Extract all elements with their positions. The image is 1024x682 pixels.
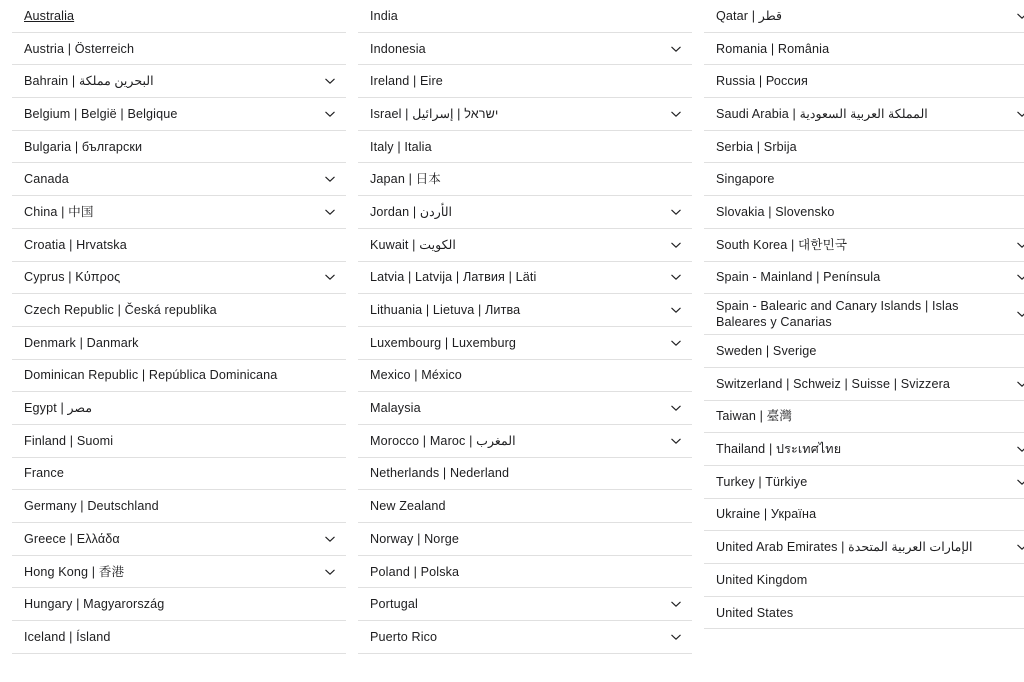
country-row[interactable] [358, 163, 692, 196]
country-row[interactable] [704, 163, 1024, 196]
country-row[interactable] [704, 499, 1024, 532]
country-label: Taiwan | 臺灣 [716, 409, 793, 424]
country-label: Thailand | ประเทศไทย [716, 442, 842, 457]
country-label: Italy | Italia [370, 139, 432, 154]
chevron-down-icon[interactable] [324, 533, 336, 545]
country-row[interactable] [358, 458, 692, 491]
country-row[interactable] [12, 0, 346, 33]
country-label: Iceland | Ísland [24, 629, 111, 644]
country-label: Czech Republic | Česká republika [24, 303, 217, 318]
country-row[interactable] [704, 196, 1024, 229]
country-label: Canada [24, 172, 69, 187]
country-row[interactable] [12, 490, 346, 523]
country-label: Turkey | Türkiye [716, 474, 808, 489]
country-label: Israel | ישראל | إسرائيل [370, 106, 499, 121]
country-label: Luxembourg | Luxemburg [370, 335, 517, 350]
country-label: Bahrain | البحرين مملكة [24, 74, 154, 89]
country-column-2 [358, 0, 692, 654]
country-label: Croatia | Hrvatska [24, 237, 127, 252]
country-label: Dominican Republic | República Dominicana [24, 368, 278, 383]
country-label: Slovakia | Slovensko [716, 204, 835, 219]
country-label: United Arab Emirates | الإمارات العربية المتحدة [716, 540, 973, 555]
chevron-down-icon[interactable] [324, 566, 336, 578]
country-label: Romania | România [716, 41, 830, 56]
country-row[interactable] [704, 433, 1024, 466]
country-row[interactable] [12, 65, 346, 98]
country-row[interactable] [358, 327, 692, 360]
country-row[interactable] [358, 0, 692, 33]
country-label: Russia | Россия [716, 74, 808, 89]
country-label: Germany | Deutschland [24, 499, 159, 514]
country-row[interactable] [12, 98, 346, 131]
country-label: Norway | Norge [370, 531, 460, 546]
country-label: Poland | Polska [370, 564, 460, 579]
country-label: India [370, 8, 398, 23]
chevron-down-icon[interactable] [1016, 271, 1024, 283]
country-row[interactable] [12, 163, 346, 196]
country-row[interactable] [12, 556, 346, 589]
chevron-down-icon[interactable] [670, 402, 682, 414]
country-row[interactable] [12, 425, 346, 458]
country-label: New Zealand [370, 499, 446, 514]
country-row[interactable] [12, 621, 346, 654]
country-label: Australia [24, 8, 75, 23]
country-label: Denmark | Danmark [24, 335, 139, 350]
country-label: Kuwait | الكويت [370, 237, 456, 252]
country-row[interactable] [704, 0, 1024, 33]
country-row[interactable] [12, 33, 346, 66]
country-label: Serbia | Srbija [716, 139, 797, 154]
country-row[interactable] [358, 588, 692, 621]
country-row[interactable] [704, 335, 1024, 368]
country-label: Japan | 日本 [370, 172, 442, 187]
country-row[interactable] [358, 65, 692, 98]
country-row[interactable] [704, 531, 1024, 564]
country-row[interactable] [704, 33, 1024, 66]
country-label: Qatar | قطر [716, 8, 783, 23]
chevron-down-icon[interactable] [1016, 476, 1024, 488]
country-label: South Korea | 대한민국 [716, 237, 848, 252]
chevron-down-icon[interactable] [1016, 541, 1024, 553]
country-row[interactable] [358, 229, 692, 262]
country-row[interactable] [12, 229, 346, 262]
country-row[interactable] [704, 597, 1024, 630]
chevron-down-icon[interactable] [1016, 10, 1024, 22]
country-row[interactable] [704, 131, 1024, 164]
country-label: Malaysia [370, 401, 421, 416]
country-row[interactable] [704, 65, 1024, 98]
chevron-down-icon[interactable] [1016, 239, 1024, 251]
country-row[interactable] [704, 294, 1024, 335]
country-row[interactable] [704, 466, 1024, 499]
country-label: Saudi Arabia | المملكة العربية السعودية [716, 106, 928, 121]
country-row[interactable] [358, 196, 692, 229]
chevron-down-icon[interactable] [670, 304, 682, 316]
chevron-down-icon[interactable] [670, 271, 682, 283]
country-label: Latvia | Latvija | Латвия | Läti [370, 270, 537, 285]
country-row[interactable] [358, 98, 692, 131]
country-label: Jordan | الأردن [370, 204, 453, 219]
country-label: Portugal [370, 597, 418, 612]
country-row[interactable] [358, 131, 692, 164]
country-row[interactable] [12, 294, 346, 327]
country-row[interactable] [12, 196, 346, 229]
country-label: Netherlands | Nederland [370, 466, 510, 481]
country-label: Lithuania | Lietuva | Литва [370, 303, 521, 318]
country-row[interactable] [12, 392, 346, 425]
chevron-down-icon[interactable] [324, 108, 336, 120]
country-label: Switzerland | Schweiz | Suisse | Svizzera [716, 376, 951, 391]
country-label: Cyprus | Κύπρος [24, 270, 121, 285]
country-row[interactable] [12, 458, 346, 491]
country-row[interactable] [12, 131, 346, 164]
country-label: Indonesia [370, 41, 426, 56]
country-label: Mexico | México [370, 368, 462, 383]
chevron-down-icon[interactable] [670, 108, 682, 120]
country-label: Bulgaria | български [24, 139, 143, 154]
chevron-down-icon[interactable] [670, 631, 682, 643]
country-row[interactable] [358, 360, 692, 393]
country-row[interactable] [704, 401, 1024, 434]
country-label: Ireland | Eire [370, 74, 443, 89]
country-row[interactable] [358, 621, 692, 654]
country-row[interactable] [358, 262, 692, 295]
country-label: Spain - Balearic and Canary Islands | Islas Baleares y Canarias [716, 299, 959, 330]
country-label: Puerto Rico [370, 629, 438, 644]
chevron-down-icon[interactable] [324, 75, 336, 87]
chevron-down-icon[interactable] [1016, 108, 1024, 120]
country-label: France [24, 466, 64, 481]
country-row[interactable] [704, 98, 1024, 131]
country-row[interactable] [358, 33, 692, 66]
chevron-down-icon[interactable] [1016, 378, 1024, 390]
chevron-down-icon[interactable] [670, 598, 682, 610]
country-label: Greece | Ελλάδα [24, 531, 120, 546]
chevron-down-icon[interactable] [324, 271, 336, 283]
country-label: Finland | Suomi [24, 433, 114, 448]
country-label: Hong Kong | 香港 [24, 564, 125, 579]
country-label: Austria | Österreich [24, 41, 135, 56]
country-row[interactable] [704, 229, 1024, 262]
chevron-down-icon[interactable] [670, 239, 682, 251]
country-row[interactable] [12, 327, 346, 360]
country-label: China | 中国 [24, 204, 94, 219]
country-row[interactable] [358, 490, 692, 523]
chevron-down-icon[interactable] [1016, 443, 1024, 455]
chevron-down-icon[interactable] [1016, 308, 1024, 320]
country-row[interactable] [358, 556, 692, 589]
country-row[interactable] [704, 368, 1024, 401]
country-label: Morocco | Maroc | المغرب [370, 433, 516, 448]
country-label: Egypt | مصر [24, 401, 93, 416]
chevron-down-icon[interactable] [324, 206, 336, 218]
country-label: Belgium | België | Belgique [24, 106, 178, 121]
country-label: United States [716, 605, 794, 620]
country-row[interactable] [358, 294, 692, 327]
country-label: Hungary | Magyarország [24, 597, 165, 612]
country-row[interactable] [12, 588, 346, 621]
country-label: Spain - Mainland | Península [716, 270, 881, 285]
chevron-down-icon[interactable] [670, 206, 682, 218]
country-row[interactable] [358, 392, 692, 425]
country-row[interactable] [12, 360, 346, 393]
country-label: Ukraine | Україна [716, 507, 817, 522]
country-row[interactable] [704, 262, 1024, 295]
country-row[interactable] [704, 564, 1024, 597]
chevron-down-icon[interactable] [670, 337, 682, 349]
country-label: Sweden | Sverige [716, 344, 817, 359]
country-row[interactable] [12, 523, 346, 556]
chevron-down-icon[interactable] [670, 43, 682, 55]
country-column-1 [12, 0, 346, 654]
country-row[interactable] [358, 425, 692, 458]
country-row[interactable] [358, 523, 692, 556]
chevron-down-icon[interactable] [324, 173, 336, 185]
country-label: United Kingdom [716, 572, 808, 587]
country-label: Singapore [716, 172, 775, 187]
country-column-3 [704, 0, 1024, 654]
country-row[interactable] [12, 262, 346, 295]
chevron-down-icon[interactable] [670, 435, 682, 447]
